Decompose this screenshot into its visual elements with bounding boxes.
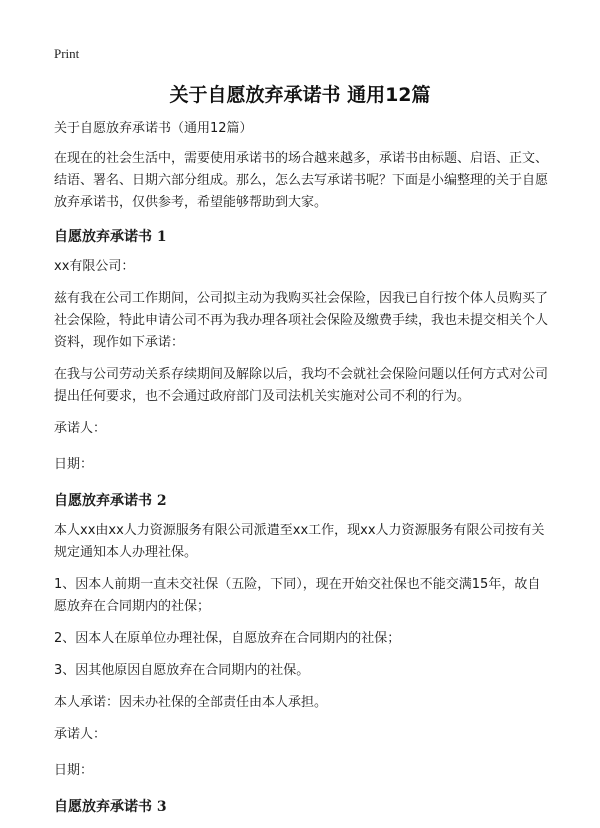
- intro-paragraph: 在现在的社会生活中，需要使用承诺书的场合越来越多，承诺书由标题、启语、正文、结语、署名、日期六部分组成。那么，怎么去写承诺书呢？下面是小编整理的关于自愿放弃承诺书，仅供参考，希望能够帮助到大家。: [54, 151, 549, 210]
- section-1-paragraph-2: 在我与公司劳动关系存续期间及解除以后，我均不会就社会保险问题以任何方式对公司提出任何要求，也不会通过政府部门及司法机关实施对公司不利的行为。: [54, 367, 549, 404]
- page-title: 关于自愿放弃承诺书 通用12篇: [169, 84, 431, 106]
- section-2-commitment: 本人承诺：因未办社保的全部责任由本人承担。: [54, 695, 328, 710]
- section-2-promisor: 承诺人：: [54, 727, 107, 742]
- section-2-paragraph-1: 本人xx由xx人力资源服务有限公司派遣至xx工作，现xx人力资源服务有限公司按有关规定通知本人办理社保。: [54, 523, 545, 560]
- section-1-date: 日期：: [54, 457, 94, 472]
- section-1-promisor: 承诺人：: [54, 421, 107, 436]
- section-3-heading: 自愿放弃承诺书 3: [54, 799, 167, 815]
- section-1-addressee: xx有限公司：: [54, 259, 135, 274]
- section-2-date: 日期：: [54, 763, 94, 778]
- document-subtitle: 关于自愿放弃承诺书（通用12篇）: [54, 121, 253, 136]
- section-2-item-2: 2、因本人在原单位办理社保，自愿放弃在合同期内的社保；: [54, 631, 401, 646]
- section-1-heading: 自愿放弃承诺书 1: [54, 229, 167, 245]
- section-2-item-1: 1、因本人前期一直未交社保（五险，下同），现在开始交社保也不能交满15年，故自愿放弃在合同期内的社保；: [54, 577, 541, 614]
- section-2-item-3: 3、因其他原因自愿放弃在合同期内的社保。: [54, 663, 310, 678]
- section-1-paragraph-1: 兹有我在公司工作期间，公司拟主动为我购买社会保险，因我已自行按个体人员购买了社会保险，特此申请公司不再为我办理各项社会保险及缴费手续，我也未提交相关个人资料，现作如下承诺：: [54, 291, 549, 350]
- print-link[interactable]: Print: [54, 46, 80, 61]
- section-2-heading: 自愿放弃承诺书 2: [54, 493, 167, 509]
- document-body: [54, 118, 550, 826]
